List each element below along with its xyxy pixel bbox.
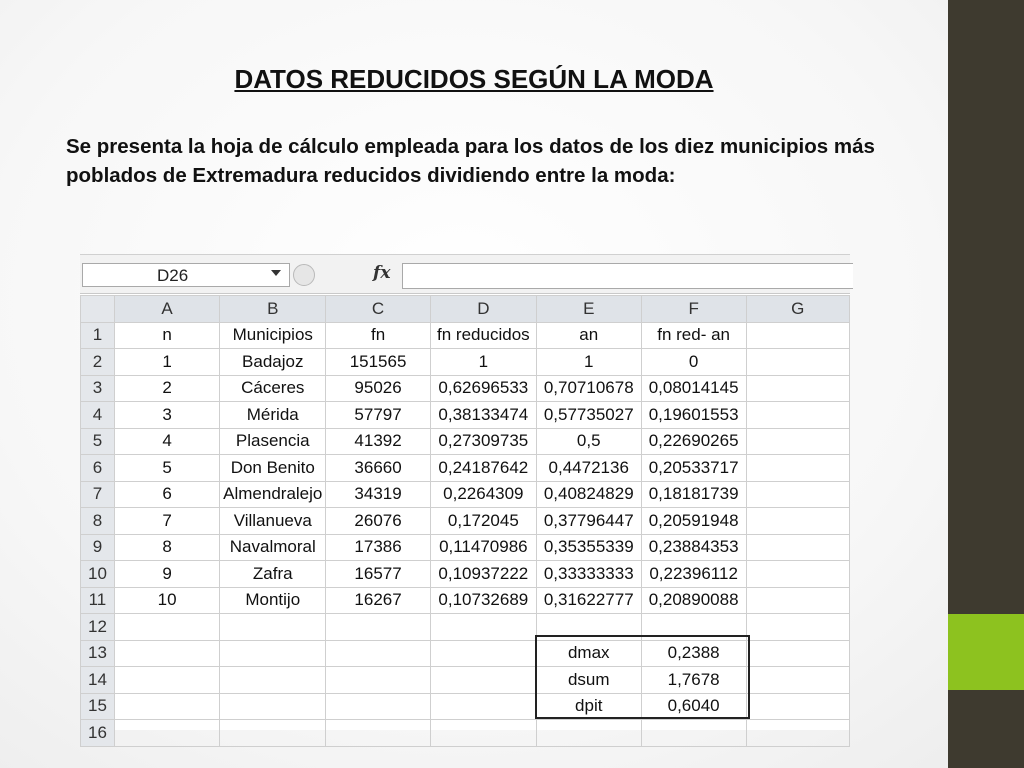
row-header[interactable]: 8 <box>81 508 115 535</box>
cell[interactable]: 0,57735027 <box>536 402 641 429</box>
cell[interactable]: 57797 <box>326 402 431 429</box>
cell[interactable] <box>536 720 641 747</box>
column-header-c[interactable]: C <box>326 296 431 323</box>
row-header[interactable]: 9 <box>81 534 115 561</box>
table-row <box>81 587 850 614</box>
cell[interactable]: 0,2388 <box>641 640 746 667</box>
cell[interactable]: dmax <box>536 640 641 667</box>
accent-square <box>948 614 1024 690</box>
cell[interactable]: Don Benito <box>220 455 326 482</box>
cell[interactable]: 1 <box>430 349 536 376</box>
cell[interactable]: 34319 <box>326 481 431 508</box>
cell[interactable] <box>114 693 219 720</box>
cell[interactable]: 16267 <box>326 587 431 614</box>
cell[interactable] <box>430 693 536 720</box>
formula-input[interactable] <box>402 263 853 289</box>
row-header[interactable]: 12 <box>81 614 115 641</box>
cell[interactable]: 17386 <box>326 534 431 561</box>
cell[interactable] <box>746 455 849 482</box>
table-row <box>81 481 850 508</box>
column-header-a[interactable]: A <box>114 296 219 323</box>
cell[interactable] <box>326 640 431 667</box>
cell[interactable]: fn red- an <box>641 322 746 349</box>
cell[interactable] <box>430 614 536 641</box>
cell[interactable]: 0,4472136 <box>536 455 641 482</box>
row-header[interactable]: 1 <box>81 322 115 349</box>
cell[interactable]: dsum <box>536 667 641 694</box>
cell[interactable] <box>746 349 849 376</box>
cell[interactable]: 0,20890088 <box>641 587 746 614</box>
cell[interactable]: Municipios <box>220 322 326 349</box>
cell[interactable]: Plasencia <box>220 428 326 455</box>
table-row <box>81 349 850 376</box>
table-row <box>81 455 850 482</box>
cell[interactable] <box>746 508 849 535</box>
cell[interactable] <box>746 693 849 720</box>
cell[interactable] <box>746 402 849 429</box>
cell[interactable]: 151565 <box>326 349 431 376</box>
cell[interactable] <box>220 693 326 720</box>
cell[interactable] <box>641 720 746 747</box>
cell[interactable]: an <box>536 322 641 349</box>
cell[interactable]: 0,18181739 <box>641 481 746 508</box>
column-header-e[interactable]: E <box>536 296 641 323</box>
table-row <box>81 534 850 561</box>
cell[interactable]: 0,40824829 <box>536 481 641 508</box>
cell[interactable]: 1 <box>536 349 641 376</box>
table-row <box>81 428 850 455</box>
row-header[interactable]: 16 <box>81 720 115 747</box>
cell[interactable] <box>746 614 849 641</box>
cell[interactable] <box>746 322 849 349</box>
cell[interactable]: 95026 <box>326 375 431 402</box>
cell[interactable]: 0,23884353 <box>641 534 746 561</box>
row-header[interactable]: 5 <box>81 428 115 455</box>
cell[interactable]: 0,6040 <box>641 693 746 720</box>
cell[interactable]: 0,22690265 <box>641 428 746 455</box>
formula-bar-circle-icon <box>293 264 315 286</box>
cell[interactable]: 0,38133474 <box>430 402 536 429</box>
row-header[interactable]: 2 <box>81 349 115 376</box>
cell[interactable]: n <box>114 322 219 349</box>
cell[interactable]: Montijo <box>220 587 326 614</box>
column-header-b[interactable]: B <box>220 296 326 323</box>
cell[interactable] <box>220 720 326 747</box>
chevron-down-icon[interactable] <box>271 270 281 276</box>
cell[interactable] <box>430 667 536 694</box>
cell[interactable]: 0,31622777 <box>536 587 641 614</box>
cell[interactable]: 0,11470986 <box>430 534 536 561</box>
summary-box <box>535 635 750 719</box>
cell[interactable]: 0 <box>641 349 746 376</box>
cell[interactable] <box>326 614 431 641</box>
slide-subtitle: Se presenta la hoja de cálculo empleada para los datos de los diez municipios más poblados de Extremadura reducidos dividiendo entre la moda: <box>66 135 875 187</box>
cell[interactable]: 7 <box>114 508 219 535</box>
cell[interactable]: fn <box>326 322 431 349</box>
slide-title: DATOS REDUCIDOS SEGÚN LA MODA <box>234 64 714 94</box>
row-header[interactable]: 10 <box>81 561 115 588</box>
cell[interactable] <box>220 640 326 667</box>
name-box[interactable]: D26 <box>82 263 290 287</box>
spreadsheet-screenshot <box>80 254 850 742</box>
cell[interactable]: 0,5 <box>536 428 641 455</box>
cell[interactable] <box>114 640 219 667</box>
cell[interactable]: 0,08014145 <box>641 375 746 402</box>
cell[interactable] <box>746 534 849 561</box>
cell[interactable]: 1 <box>114 349 219 376</box>
cell[interactable]: 0,172045 <box>430 508 536 535</box>
row-header[interactable]: 13 <box>81 640 115 667</box>
cell[interactable]: 0,10937222 <box>430 561 536 588</box>
fx-icon[interactable]: fx <box>373 263 391 283</box>
cell[interactable]: 10 <box>114 587 219 614</box>
cell[interactable]: 4 <box>114 428 219 455</box>
formula-bar <box>80 254 850 294</box>
cell[interactable]: 2 <box>114 375 219 402</box>
column-header-g[interactable]: G <box>746 296 849 323</box>
cell[interactable] <box>746 720 849 747</box>
cell[interactable]: 1,7678 <box>641 667 746 694</box>
cell[interactable] <box>746 587 849 614</box>
table-row <box>81 720 850 747</box>
cell[interactable] <box>220 614 326 641</box>
cell[interactable]: Cáceres <box>220 375 326 402</box>
row-header[interactable]: 14 <box>81 667 115 694</box>
row-header[interactable]: 6 <box>81 455 115 482</box>
cell[interactable]: 0,2264309 <box>430 481 536 508</box>
cell[interactable] <box>114 720 219 747</box>
table-row <box>81 375 850 402</box>
cell[interactable]: dpit <box>536 693 641 720</box>
cell[interactable]: 36660 <box>326 455 431 482</box>
cell[interactable]: 0,35355339 <box>536 534 641 561</box>
table-row <box>81 322 850 349</box>
cell[interactable] <box>746 375 849 402</box>
cell[interactable] <box>746 561 849 588</box>
select-all-corner[interactable] <box>81 296 115 323</box>
table-row <box>81 561 850 588</box>
cell[interactable]: 0,27309735 <box>430 428 536 455</box>
cell[interactable]: fn reducidos <box>430 322 536 349</box>
cell[interactable]: 6 <box>114 481 219 508</box>
cell[interactable]: 0,22396112 <box>641 561 746 588</box>
cell[interactable]: 0,24187642 <box>430 455 536 482</box>
table-row <box>81 402 850 429</box>
cell[interactable]: 0,37796447 <box>536 508 641 535</box>
cell[interactable]: 0,10732689 <box>430 587 536 614</box>
column-header-d[interactable]: D <box>430 296 536 323</box>
cell[interactable] <box>114 614 219 641</box>
cell[interactable]: 16577 <box>326 561 431 588</box>
row-header[interactable]: 3 <box>81 375 115 402</box>
cell[interactable]: 0,20591948 <box>641 508 746 535</box>
cell[interactable] <box>746 428 849 455</box>
cell[interactable] <box>326 720 431 747</box>
cell[interactable]: 0,70710678 <box>536 375 641 402</box>
cell[interactable] <box>746 640 849 667</box>
cell[interactable]: Navalmoral <box>220 534 326 561</box>
cell[interactable] <box>746 667 849 694</box>
cell[interactable] <box>746 481 849 508</box>
row-header[interactable]: 11 <box>81 587 115 614</box>
cell[interactable]: Villanueva <box>220 508 326 535</box>
cell[interactable] <box>114 667 219 694</box>
cell[interactable]: Zafra <box>220 561 326 588</box>
cell[interactable] <box>326 667 431 694</box>
row-header[interactable]: 7 <box>81 481 115 508</box>
cell[interactable]: Mérida <box>220 402 326 429</box>
cell[interactable]: 0,33333333 <box>536 561 641 588</box>
row-header[interactable]: 4 <box>81 402 115 429</box>
cell[interactable] <box>430 720 536 747</box>
cell[interactable]: 0,19601553 <box>641 402 746 429</box>
cell[interactable] <box>430 640 536 667</box>
cell[interactable]: Badajoz <box>220 349 326 376</box>
row-header[interactable]: 15 <box>81 693 115 720</box>
cell[interactable]: 0,62696533 <box>430 375 536 402</box>
cell[interactable]: 8 <box>114 534 219 561</box>
cell[interactable]: 26076 <box>326 508 431 535</box>
cell[interactable]: 0,20533717 <box>641 455 746 482</box>
cell[interactable]: 41392 <box>326 428 431 455</box>
column-header-f[interactable]: F <box>641 296 746 323</box>
cell[interactable]: 5 <box>114 455 219 482</box>
cell[interactable]: 3 <box>114 402 219 429</box>
cell[interactable]: Almendralejo <box>220 481 326 508</box>
cell[interactable]: 9 <box>114 561 219 588</box>
table-row <box>81 508 850 535</box>
cell[interactable] <box>326 693 431 720</box>
cell[interactable] <box>220 667 326 694</box>
